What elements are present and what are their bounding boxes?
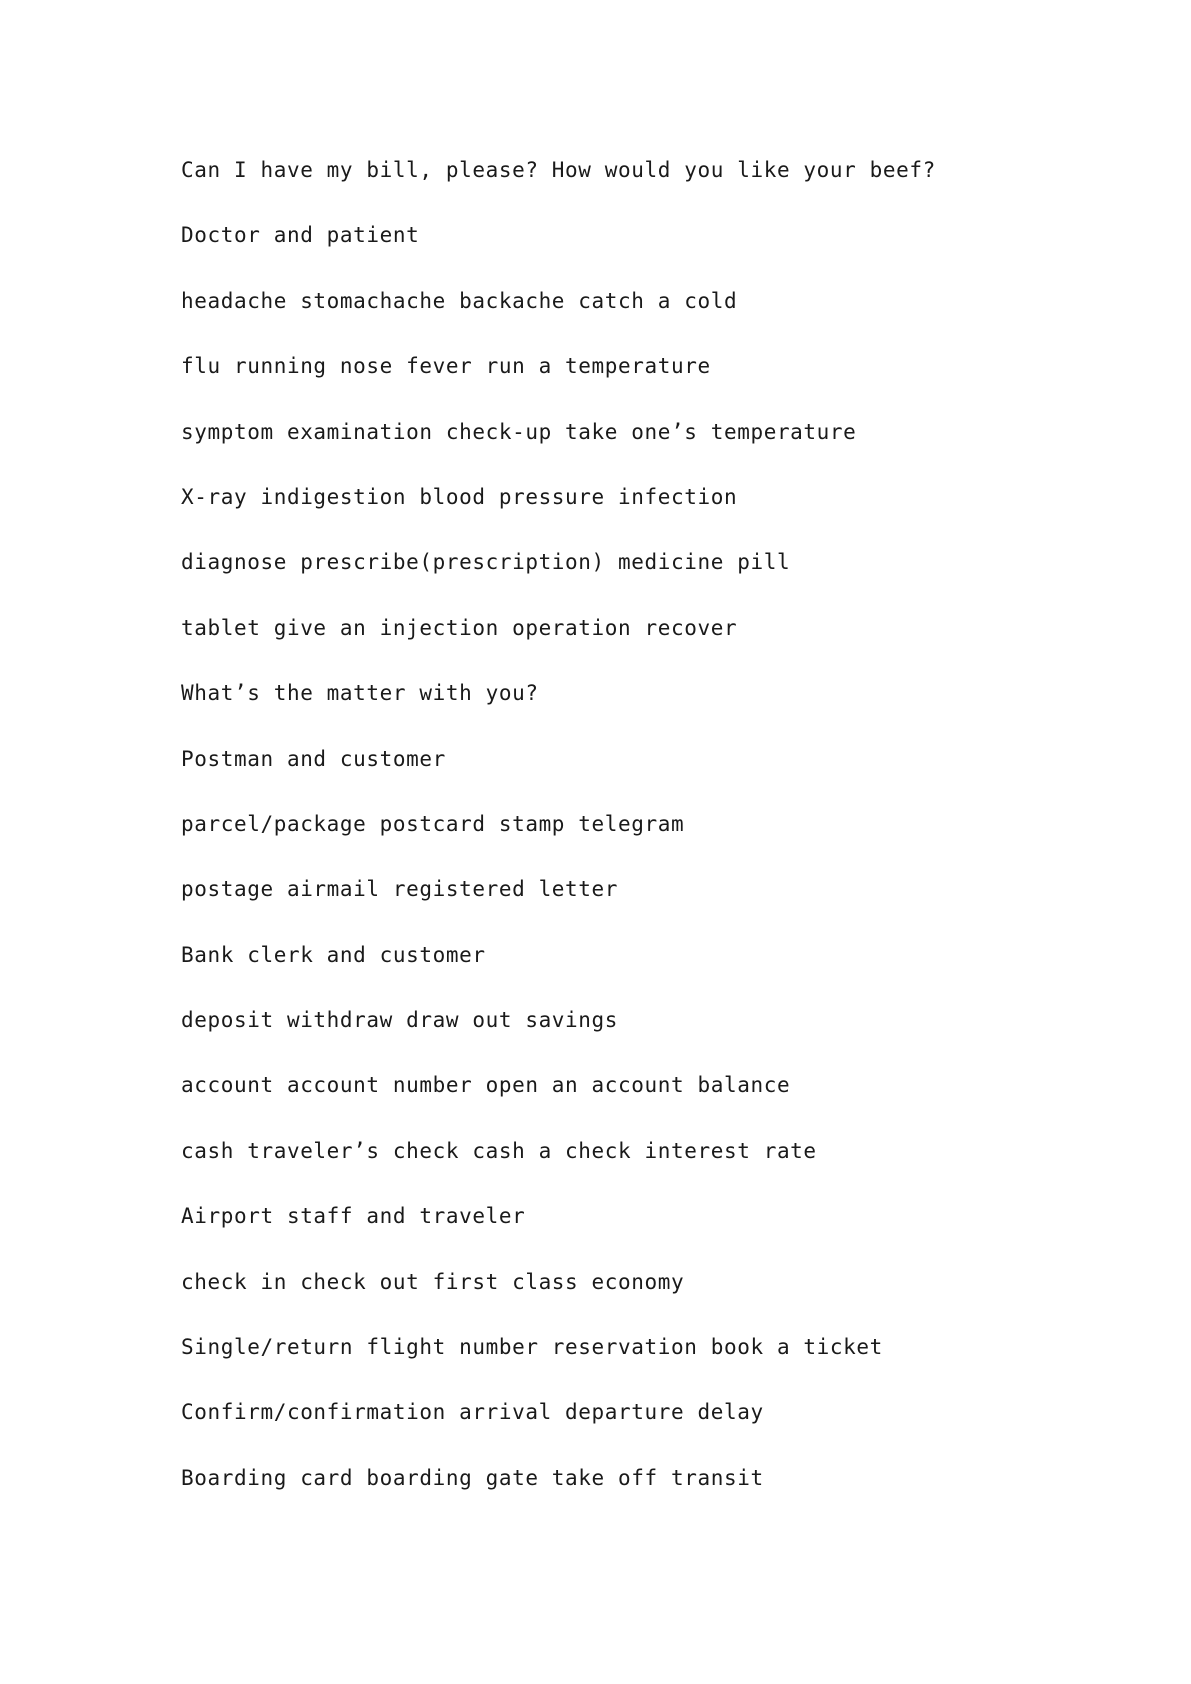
section-heading: Doctor and patient <box>181 223 420 248</box>
text-line: flu running nose fever run a temperature <box>181 354 711 379</box>
text-line: check in check out first class economy <box>181 1269 685 1294</box>
text-line: cash traveler’s check cash a check interest rate <box>181 1138 817 1163</box>
text-line: headache stomachache backache catch a cold <box>181 288 738 313</box>
text-line: X-ray indigestion blood pressure infection <box>181 484 738 509</box>
text-line: Confirm/confirmation arrival departure delay <box>181 1400 764 1425</box>
section-heading: Postman and customer <box>181 746 446 771</box>
text-line: symptom examination check-up take one’s temperature <box>181 419 857 444</box>
section-heading: Airport staff and traveler <box>181 1204 526 1229</box>
text-line: parcel/package postcard stamp telegram <box>181 811 685 836</box>
text-line: diagnose prescribe(prescription) medicine pill <box>181 550 791 575</box>
text-line: Single/return flight number reservation book a ticket <box>181 1335 883 1360</box>
text-line: postage airmail registered letter <box>181 877 619 902</box>
text-line: What’s the matter with you? <box>181 681 539 706</box>
text-line: tablet give an injection operation recover <box>181 615 738 640</box>
text-lines <box>181 158 936 1531</box>
text-line: Can I have my bill, please? How would you like your beef? <box>181 158 936 182</box>
text-line: Boarding card boarding gate take off transit <box>181 1465 764 1490</box>
text-line: deposit withdraw draw out savings <box>181 1008 619 1033</box>
text-line: account account number open an account balance <box>181 1073 791 1098</box>
section-heading: Bank clerk and customer <box>181 942 486 967</box>
